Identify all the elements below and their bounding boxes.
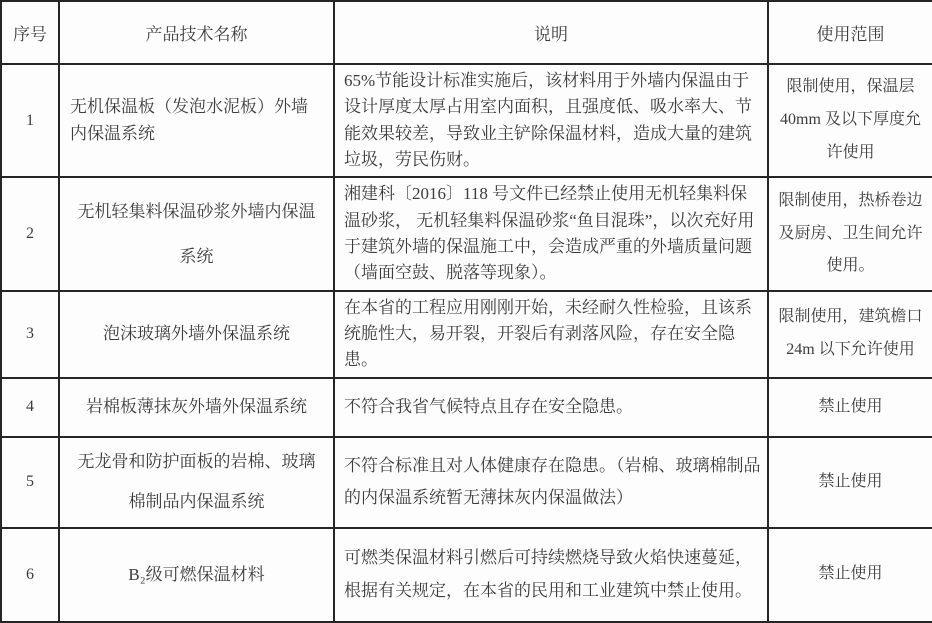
table-row bbox=[1, 437, 932, 528]
description-cell: 不符合标准且对人体健康存在隐患。（岩棉、玻璃棉制品的内保温系统暂无薄抹灰内保温做法） bbox=[334, 437, 768, 528]
row-number-cell: 3 bbox=[1, 291, 59, 378]
usage-scope-cell: 限制使用，热桥卷边及厨房、卫生间允许使用。 bbox=[768, 177, 932, 290]
description-cell: 可燃类保温材料引燃后可持续燃烧导致火焰快速蔓延，根据有关规定，在本省的民用和工业建筑中禁止使用。 bbox=[334, 528, 768, 622]
usage-scope-cell: 限制使用，建筑檐口 24m 以下允许使用 bbox=[768, 291, 932, 378]
usage-scope-cell: 禁止使用 bbox=[768, 437, 932, 528]
table-row bbox=[1, 378, 932, 437]
row-number-cell: 2 bbox=[1, 177, 59, 290]
row-number-cell: 6 bbox=[1, 528, 59, 622]
header-cell-usage-scope: 使用范围 bbox=[768, 1, 932, 64]
header-cell-product-name: 产品技术名称 bbox=[59, 1, 334, 64]
usage-scope-cell: 禁止使用 bbox=[768, 528, 932, 622]
product-name-cell: 岩棉板薄抹灰外墙外保温系统 bbox=[59, 378, 334, 437]
product-name-cell: 无机轻集料保温砂浆外墙内保温系统 bbox=[59, 177, 334, 290]
product-name-cell: B₂级可燃保温材料 bbox=[59, 528, 334, 622]
row-number-cell: 5 bbox=[1, 437, 59, 528]
usage-scope-cell: 禁止使用 bbox=[768, 378, 932, 437]
row-number-cell: 1 bbox=[1, 64, 59, 177]
product-name-cell: 无龙骨和防护面板的岩棉、玻璃棉制品内保温系统 bbox=[59, 437, 334, 528]
header-row bbox=[1, 1, 932, 64]
header-cell-serial-number: 序号 bbox=[1, 1, 59, 64]
row-number-cell: 4 bbox=[1, 378, 59, 437]
header-cell-description: 说明 bbox=[334, 1, 768, 64]
product-name-cell: 无机保温板（发泡水泥板）外墙内保温系统 bbox=[59, 64, 334, 177]
table-row bbox=[1, 177, 932, 290]
table-row bbox=[1, 64, 932, 177]
table-row bbox=[1, 528, 932, 622]
description-cell: 湘建科〔2016〕118 号文件已经禁止使用无机轻集料保温砂浆， 无机轻集料保温砂浆“鱼目混珠”，以次充好用于建筑外墙的保温施工中，会造成严重的外墙质量问题（墙面空鼓、脱落等现象）。 bbox=[334, 177, 768, 290]
table-row bbox=[1, 291, 932, 378]
product-name-cell: 泡沫玻璃外墙外保温系统 bbox=[59, 291, 334, 378]
description-cell: 在本省的工程应用刚刚开始，未经耐久性检验，且该系统脆性大，易开裂，开裂后有剥落风险，存在安全隐患。 bbox=[334, 291, 768, 378]
usage-scope-cell: 限制使用，保温层40mm 及以下厚度允许使用 bbox=[768, 64, 932, 177]
description-cell: 65%节能设计标准实施后，该材料用于外墙内保温由于设计厚度太厚占用室内面积，且强度低、吸水率大、节能效果较差，导致业主铲除保温材料，造成大量的建筑垃圾，劳民伤财。 bbox=[334, 64, 768, 177]
description-cell: 不符合我省气候特点且存在安全隐患。 bbox=[334, 378, 768, 437]
